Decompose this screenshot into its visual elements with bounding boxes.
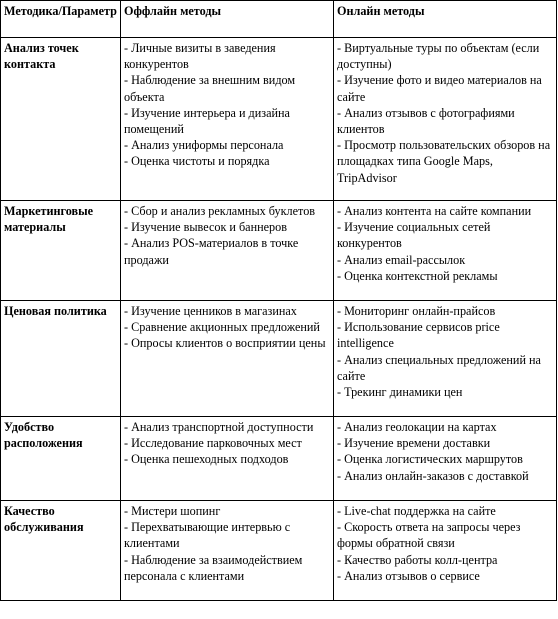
table-row bbox=[1, 501, 557, 601]
list-item: - Изучение времени доставки bbox=[337, 436, 491, 451]
list-item: - Сбор и анализ рекламных буклетов bbox=[124, 204, 316, 218]
list-item: - Мониторинг онлайн-прайсов bbox=[337, 304, 496, 318]
list-item: - Виртуальные туры по объектам (если доступны) bbox=[337, 41, 540, 72]
list-item: - Опросы клиентов о восприятии цены bbox=[124, 336, 326, 351]
list-item: - Анализ отзывов о сервисе bbox=[337, 568, 480, 583]
list-item: - Перехватывающие интервью с клиентами bbox=[124, 520, 291, 551]
table-row bbox=[1, 417, 557, 501]
header-offline: Оффлайн методы bbox=[121, 1, 334, 38]
list-item: - Анализ специальных предложений на сайте bbox=[337, 352, 541, 383]
table-row bbox=[1, 201, 557, 301]
online-cell bbox=[334, 301, 557, 417]
list-item: - Изучение фото и видео материалов на сайте bbox=[337, 73, 542, 104]
list-item: - Анализ транспортной доступности bbox=[124, 420, 314, 434]
table-row bbox=[1, 38, 557, 201]
list-item: - Анализ униформы персонала bbox=[124, 138, 284, 153]
table-row bbox=[1, 301, 557, 417]
header-parameter: Методика/Параметр bbox=[1, 1, 121, 38]
offline-cell bbox=[121, 201, 334, 301]
list-item: - Скорость ответа на запросы через формы обратной связи bbox=[337, 520, 521, 551]
list-item: - Мистери шопинг bbox=[124, 504, 221, 518]
list-item: - Просмотр пользовательских обзоров на площадках типа Google Maps, TripAdvisor bbox=[337, 138, 551, 185]
offline-cell bbox=[121, 38, 334, 201]
list-item: - Использование сервисов price intelligence bbox=[337, 320, 500, 351]
list-item: - Анализ отзывов с фотографиями клиентов bbox=[337, 105, 515, 137]
list-item: - Изучение вывесок и баннеров bbox=[124, 220, 287, 235]
parameter-cell: Маркетинговые материалы bbox=[1, 201, 121, 301]
parameter-cell: Анализ точек контакта bbox=[1, 38, 121, 201]
list-item: - Наблюдение за взаимодействием персонала с клиентами bbox=[124, 552, 303, 583]
list-item: - Изучение социальных сетей конкурентов bbox=[337, 220, 491, 251]
online-cell bbox=[334, 38, 557, 201]
list-item: - Анализ email-рассылок bbox=[337, 252, 466, 267]
offline-cell bbox=[121, 501, 334, 601]
list-item: - Оценка пешеходных подходов bbox=[124, 452, 289, 467]
list-item: - Оценка чистоты и порядка bbox=[124, 154, 270, 169]
online-cell bbox=[334, 201, 557, 301]
list-item: - Анализ контента на сайте компании bbox=[337, 204, 532, 218]
list-item: - Оценка логистических маршрутов bbox=[337, 452, 523, 467]
offline-cell bbox=[121, 417, 334, 501]
list-item: - Live-chat поддержка на сайте bbox=[337, 504, 496, 518]
list-item: - Изучение ценников в магазинах bbox=[124, 304, 297, 318]
list-item: - Анализ геолокации на картах bbox=[337, 420, 497, 434]
parameter-cell: Качество обслуживания bbox=[1, 501, 121, 601]
list-item: - Анализ POS-материалов в точке продажи bbox=[124, 236, 299, 267]
list-item: - Сравнение акционных предложений bbox=[124, 320, 320, 335]
list-item: - Наблюдение за внешним видом объекта bbox=[124, 73, 296, 104]
list-item: - Анализ онлайн-заказов с доставкой bbox=[337, 468, 529, 483]
list-item: - Исследование парковочных мест bbox=[124, 436, 302, 451]
list-item: - Трекинг динамики цен bbox=[337, 385, 463, 400]
offline-cell bbox=[121, 301, 334, 417]
list-item: - Изучение интерьера и дизайна помещений bbox=[124, 105, 290, 137]
parameter-cell: Ценовая политика bbox=[1, 301, 121, 417]
online-cell bbox=[334, 501, 557, 601]
parameter-cell: Удобство расположения bbox=[1, 417, 121, 501]
list-item: - Личные визиты в заведения конкурентов bbox=[124, 41, 276, 72]
header-row bbox=[1, 1, 557, 38]
online-cell bbox=[334, 417, 557, 501]
list-item: - Оценка контекстной рекламы bbox=[337, 268, 498, 283]
header-online: Онлайн методы bbox=[334, 1, 557, 38]
list-item: - Качество работы колл-центра bbox=[337, 552, 498, 567]
